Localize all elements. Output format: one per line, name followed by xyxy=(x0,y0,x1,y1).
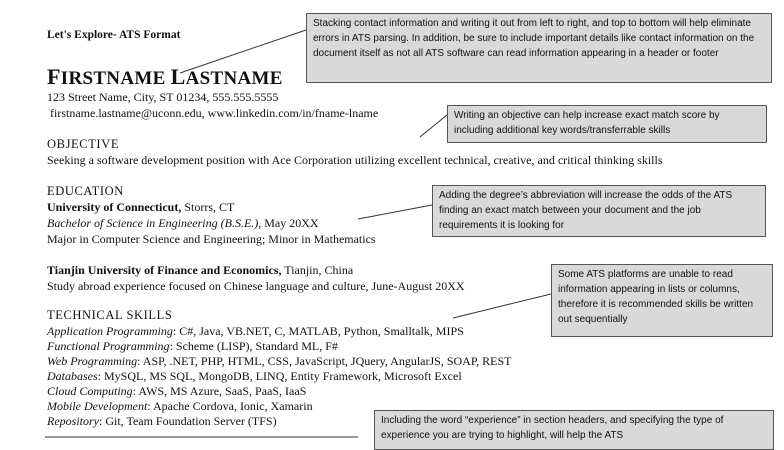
skill-value: : Git, Team Foundation Server (TFS) xyxy=(99,414,277,428)
skill-value: : ASP, .NET, PHP, HTML, CSS, JavaScript, JQuery, AngularJS, SOAP, REST xyxy=(137,354,512,368)
edu2-location: Tianjin, China xyxy=(281,263,354,277)
skill-value: : C#, Java, VB.NET, C, MATLAB, Python, Smalltalk, MIPS xyxy=(172,324,464,338)
page-heading: Let's Explore- ATS Format xyxy=(47,29,181,41)
edu1-date: May 20XX xyxy=(261,216,319,230)
skill-label: Repository xyxy=(47,414,99,428)
leader-degree xyxy=(358,205,432,219)
edu2-detail: Study abroad experience focused on Chinese language and culture, June-August 20XX xyxy=(47,279,465,293)
name-first-cap: F xyxy=(47,64,61,89)
leader-objective xyxy=(420,115,447,137)
callout-lists: Some ATS platforms are unable to read information appearing in lists or columns, therefore it is recommended skills be written out sequentially xyxy=(551,264,773,337)
skill-label: Web Programming xyxy=(47,354,138,368)
callout-degree: Adding the degree’s abbreviation will increase the odds of the ATS finding an exact match between your document and the job requirements it is looking for xyxy=(432,185,766,237)
skill-value: : Apache Cordova, Ionic, Xamarin xyxy=(147,399,313,413)
skill-label: Functional Programming xyxy=(47,339,170,353)
skill-label: Application Programming xyxy=(47,324,173,338)
skill-value: : AWS, MS Azure, SaaS, PaaS, IaaS xyxy=(132,384,307,398)
callout-contact: Stacking contact information and writing it out from left to right, and top to bottom will help eliminate errors in ATS parsing. In addition, be sure to include important details like contact information on the document itself as not all ATS software can read information appearing in a header or footer xyxy=(306,13,772,83)
skills-heading: TECHNICAL SKILLS xyxy=(47,308,173,322)
objective-text: Seeking a software development position with Ace Corporation utilizing excellent technical, creative, and critical thinking skills xyxy=(47,153,663,167)
objective-heading: OBJECTIVE xyxy=(47,137,120,151)
address-line: 123 Street Name, City, ST 01234, 555.555.5555 xyxy=(47,90,279,104)
skill-value: : MySQL, MS SQL, MongoDB, LINQ, Entity Framework, Microsoft Excel xyxy=(97,369,462,383)
skill-value: : Scheme (LISP), Standard ML, F# xyxy=(169,339,338,353)
skill-label: Mobile Development xyxy=(47,399,148,413)
skill-label: Cloud Computing xyxy=(47,384,133,398)
name-last-rest: ASTNAME xyxy=(185,68,283,89)
callout-objective: Writing an objective can help increase exact match score by including additional key words/transferrable skills xyxy=(447,105,767,143)
leader-contact xyxy=(180,30,306,73)
edu1-location: Storrs, CT xyxy=(181,200,235,214)
edu1-degree: Bachelor of Science in Engineering (B.S.E.), xyxy=(47,216,262,230)
edu2-school: Tianjin University of Finance and Economics, xyxy=(47,263,282,277)
name-last-cap: L xyxy=(170,64,186,89)
edu1-school: University of Connecticut, xyxy=(47,200,182,214)
callout-experience: Including the word “experience” in section headers, and specifying the type of experience you are trying to highlight, will help the ATS xyxy=(374,410,774,450)
contact-line: firstname.lastname@uconn.edu, www.linkedin.com/in/fname-lname xyxy=(50,106,379,120)
skill-label: Databases xyxy=(47,369,98,383)
name-first-rest: IRSTNAME xyxy=(60,68,166,89)
education-heading: EDUCATION xyxy=(47,184,124,198)
leader-lists xyxy=(453,294,551,318)
edu1-major: Major in Computer Science and Engineering; Minor in Mathematics xyxy=(47,232,376,246)
